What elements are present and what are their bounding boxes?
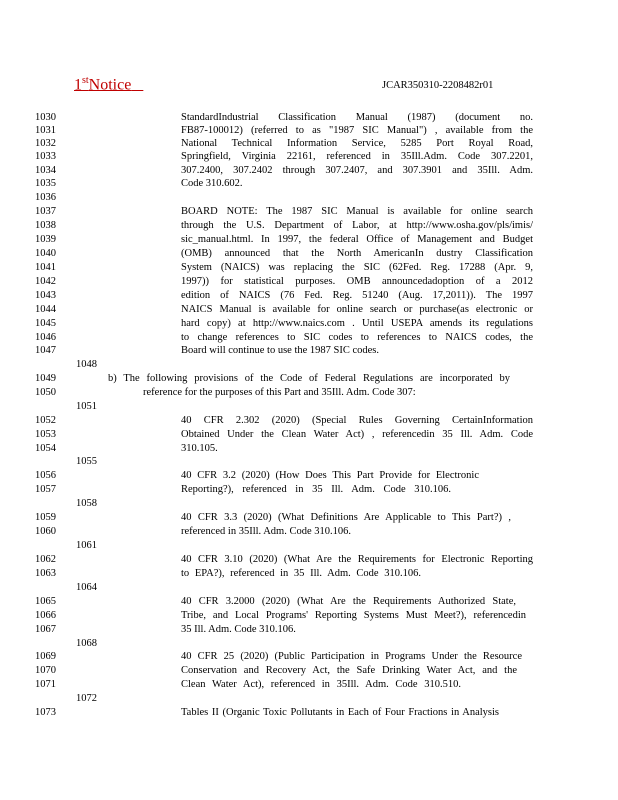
board-note-line: (OMB) announced that the North AmericanIn dustry Classification [181, 248, 533, 259]
line-number: 1038 [35, 220, 56, 231]
board-note-line: sic_manual.html. In 1997, the federal Office of Management and Budget [181, 234, 533, 245]
line-number: 1068 [76, 638, 97, 649]
cfr-entry-line: referenced in 35Ill. Adm. Code 310.106. [181, 526, 351, 537]
line-number: 1049 [35, 373, 56, 384]
line-number: 1036 [35, 192, 56, 203]
line-number: 1065 [35, 596, 56, 607]
line-number: 1035 [35, 178, 56, 189]
line-number: 1044 [35, 304, 56, 315]
line-number: 1071 [35, 679, 56, 690]
line-number: 1054 [35, 443, 56, 454]
line-number: 1057 [35, 484, 56, 495]
line-number: 1039 [35, 234, 56, 245]
line-number: 1067 [35, 624, 56, 635]
subsection-b-line: b) The following provisions of the Code of Federal Regulations are incorporated by [108, 373, 510, 384]
cfr-entry-line: Tables II (Organic Toxic Pollutants in Each of Four Fractions in Analysis [181, 707, 499, 718]
notice-heading [74, 75, 143, 94]
board-note-line: hard copy) at http://www.naics.com . Until USEPA amends its regulations [181, 318, 533, 329]
line-number: 1066 [35, 610, 56, 621]
document-code: JCAR350310-2208482r01 [382, 80, 494, 91]
line-number: 1069 [35, 651, 56, 662]
line-number: 1043 [35, 290, 56, 301]
cfr-entry-line: to EPA?), referenced in 35 Ill. Adm. Code 310.106. [181, 568, 421, 579]
line-number: 1046 [35, 332, 56, 343]
subsection-b-line: reference for the purposes of this Part and 35Ill. Adm. Code 307: [143, 387, 416, 398]
line-number: 1032 [35, 138, 56, 149]
cfr-entry-line: 35 Ill. Adm. Code 310.106. [181, 624, 296, 635]
line-number: 1052 [35, 415, 56, 426]
line-number: 1031 [35, 125, 56, 136]
body-line: National Technical Information Service, 5285 Port Royal Road, [181, 138, 533, 149]
line-number: 1059 [35, 512, 56, 523]
cfr-entry-line: Tribe, and Local Programs' Reporting Systems Must Meet?), referencedin [181, 610, 526, 621]
line-number: 1058 [76, 498, 97, 509]
board-note-line: System (NAICS) was replacing the SIC (62Fed. Reg. 17288 (Apr. 9, [181, 262, 533, 273]
line-number: 1034 [35, 165, 56, 176]
cfr-entry-line: 40 CFR 25 (2020) (Public Participation in Programs Under the Resource [181, 651, 522, 662]
cfr-entry-line: 40 CFR 3.2 (2020) (How Does This Part Provide for Electronic [181, 470, 479, 481]
cfr-entry-line: Clean Water Act), referenced in 35Ill. Adm. Code 310.510. [181, 679, 461, 690]
cfr-entry-line: 40 CFR 3.3 (2020) (What Definitions Are Applicable to This Part?) , [181, 512, 511, 523]
line-number: 1062 [35, 554, 56, 565]
board-note-line: NAICS Manual is available for online search or purchase(as electronic or [181, 304, 533, 315]
board-note-line: BOARD NOTE: The 1987 SIC Manual is available for online search [181, 206, 533, 217]
body-line: FB87-100012) (referred to as "1987 SIC Manual") , available from the [181, 125, 533, 136]
line-number: 1045 [35, 318, 56, 329]
line-number: 1072 [76, 693, 97, 704]
body-line: Code 310.602. [181, 178, 243, 189]
cfr-entry-line: 310.105. [181, 443, 218, 454]
line-number: 1030 [35, 112, 56, 123]
line-number: 1037 [35, 206, 56, 217]
cfr-entry-line: Conservation and Recovery Act, the Safe Drinking Water Act, and the [181, 665, 517, 676]
line-number: 1063 [35, 568, 56, 579]
board-note-line: edition of NAICS (76 Fed. Reg. 51240 (Aug. 17,2011)). The 1997 [181, 290, 533, 301]
line-number: 1061 [76, 540, 97, 551]
board-note-line: Board will continue to use the 1987 SIC codes. [181, 345, 380, 356]
body-line: Springfield, Virginia 22161, referenced in 35Ill.Adm. Code 307.2201, [181, 151, 533, 162]
body-line: 307.2400, 307.2402 through 307.2407, and 307.3901 and 35Ill. Adm. [181, 165, 533, 176]
board-note-line: 1997)) for statistical purposes. OMB announcedadoption of a 2012 [181, 276, 533, 287]
notice-word: Notice [88, 76, 132, 94]
cfr-entry-line: 40 CFR 3.10 (2020) (What Are the Requirements for Electronic Reporting [181, 554, 533, 565]
cfr-entry-line: Reporting?), referenced in 35 Ill. Adm. Code 310.106. [181, 484, 451, 495]
notice-ordinal-suffix: st [82, 75, 89, 86]
line-number: 1040 [35, 248, 56, 259]
cfr-entry-line: Obtained Under the Clean Water Act) , referencedin 35 Ill. Adm. Code [181, 429, 533, 440]
line-number: 1050 [35, 387, 56, 398]
cfr-entry-line: 40 CFR 2.302 (2020) (Special Rules Governing CertainInformation [181, 415, 533, 426]
cfr-entry-line: 40 CFR 3.2000 (2020) (What Are the Requirements Authorized State, [181, 596, 516, 607]
line-number: 1056 [35, 470, 56, 481]
notice-number: 1 [74, 76, 82, 94]
line-number: 1060 [35, 526, 56, 537]
board-note-line: to change references to SIC codes to references to NAICS codes, the [181, 332, 533, 343]
line-number: 1064 [76, 582, 97, 593]
body-line: StandardIndustrial Classification Manual (1987) (document no. [181, 112, 533, 123]
line-number: 1070 [35, 665, 56, 676]
line-number: 1033 [35, 151, 56, 162]
line-number: 1042 [35, 276, 56, 287]
board-note-line: through the U.S. Department of Labor, at http://www.osha.gov/pls/imis/ [181, 220, 533, 231]
line-number: 1053 [35, 429, 56, 440]
line-number: 1048 [76, 359, 97, 370]
line-number: 1047 [35, 345, 56, 356]
line-number: 1051 [76, 401, 97, 412]
line-number: 1041 [35, 262, 56, 273]
line-number: 1055 [76, 456, 97, 467]
line-number: 1073 [35, 707, 56, 718]
